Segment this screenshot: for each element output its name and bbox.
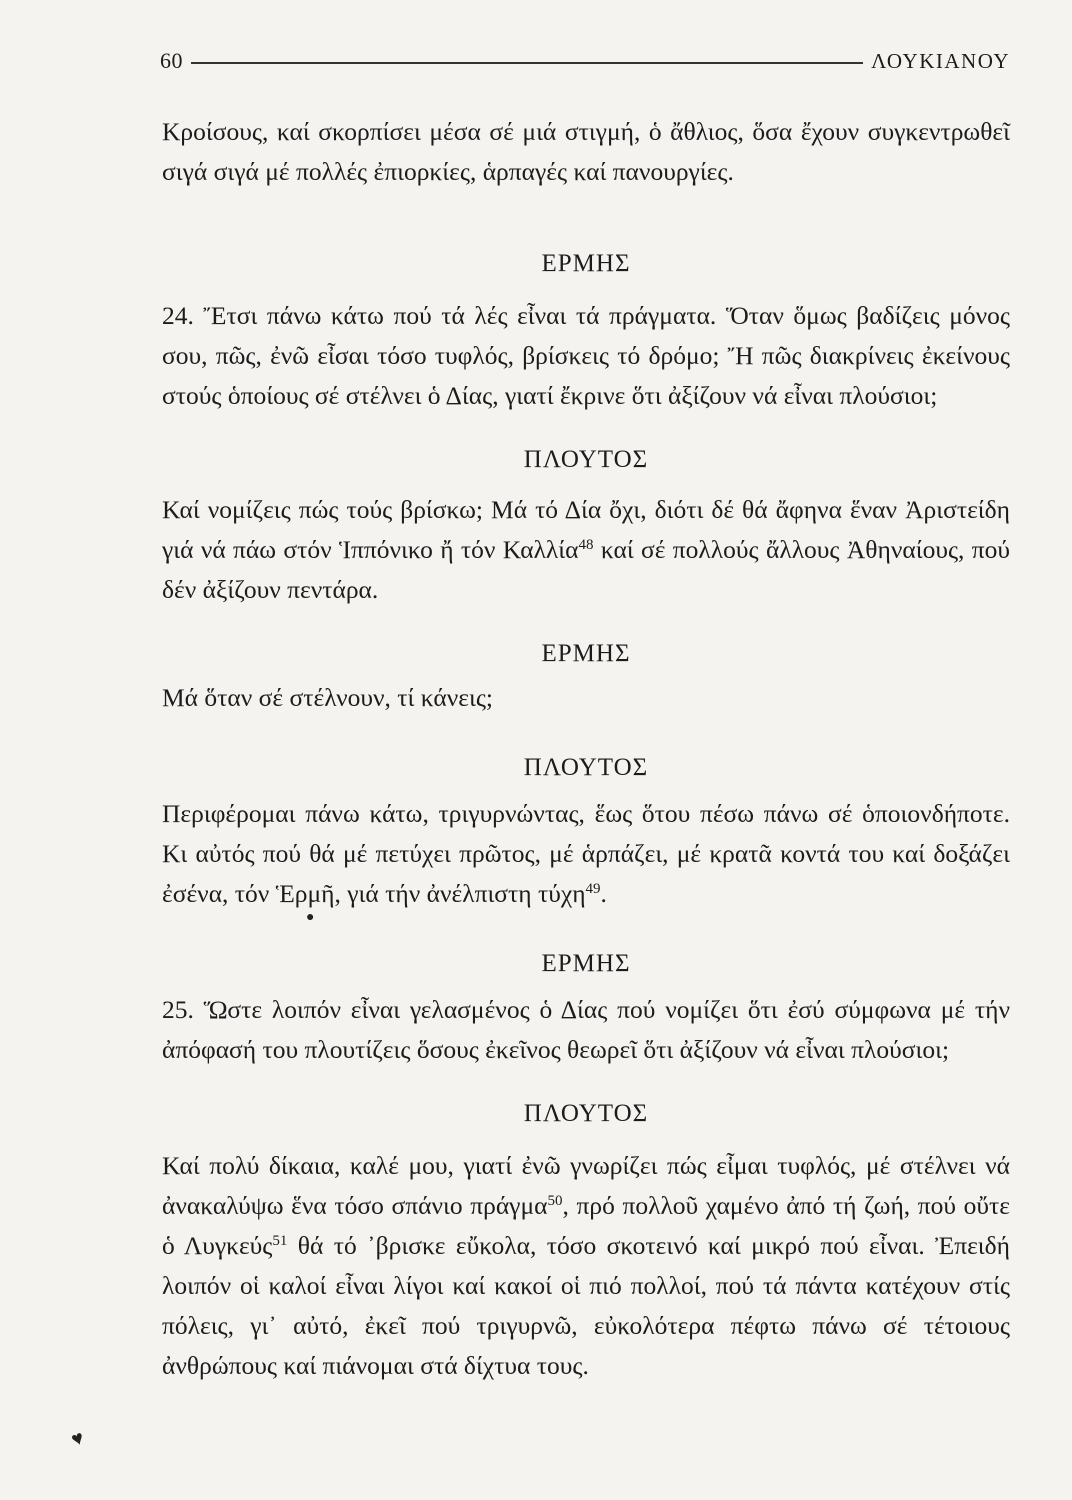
paragraph-hermes-question: Μά ὅταν σέ στέλνουν, τί κάνεις; — [162, 683, 494, 712]
speaker-hermes-3: ΕΡΜΗΣ — [541, 950, 631, 977]
paragraph-ploutos-3 — [162, 1146, 1010, 1386]
footnote-ref-49[interactable]: 49 — [585, 881, 601, 897]
footnote-ref-51[interactable]: 51 — [272, 1233, 288, 1249]
speaker-ploutos-1: ΠΛΟΥΤΟΣ — [523, 446, 649, 473]
paragraph-1: Κροίσους, καί σκορπίσει μέσα σέ μιά στιγμή, ὁ ἄθλιος, ὅσα ἔχουν συγκεντρωθεῖ σιγά σιγά μέ πολλές ἐπιορκίες, ἁρπαγές καί πανουργίες. — [162, 117, 1010, 186]
paragraph-text: , πρό πολλοῦ χαμένο ἀπό τή ζωή, πού οὔτε ὁ Λυγκεύς — [162, 1191, 1010, 1260]
ink-blot-mark: ♥ — [68, 1426, 88, 1452]
paragraph-text: . — [600, 879, 607, 908]
speaker-hermes-1: ΕΡΜΗΣ — [541, 250, 631, 277]
paragraph-text: Περιφέρομαι πάνω κάτω, τριγυρνώντας, ἕως ὅτου πέσω πάνω σέ ὁποιονδήποτε. Κι αὐτός πού θά μέ πετύχει πρῶτος, μέ ἁρπάζει, μέ κρατᾶ κοντά του καί δοξάζει ἐσένα, τόν Ἑρμῆ, γιά τήν ἀνέλπιστη τύχη — [162, 799, 1010, 908]
paragraph-24: 24. Ἔτσι πάνω κάτω πού τά λές εἶναι τά πράγματα. Ὅταν ὅμως βαδίζεις μόνος σου, πῶς, ἐνῶ εἶσαι τόσο τυφλός, βρίσκεις τό δρόμο; Ἤ πῶς διακρίνεις ἐκείνους στούς ὁποίους σέ στέλνει ὁ Δίας, γιατί ἔκρινε ὅτι ἀξίζουν νά εἶναι πλούσιοι; — [162, 301, 1010, 410]
paragraph-ploutos-1 — [162, 490, 1010, 610]
page-body — [162, 112, 1010, 1386]
running-title: ΛΟΥΚΙΑΝΟΥ — [871, 48, 1010, 73]
speaker-ploutos-2: ΠΛΟΥΤΟΣ — [523, 754, 649, 781]
footnote-ref-48[interactable]: 48 — [578, 537, 594, 553]
footnote-ref-50[interactable]: 50 — [547, 1193, 563, 1209]
header-rule — [191, 62, 863, 64]
paragraph-text: θά τό ᾿βρισκε εὔκολα, τόσο σκοτεινό καί μικρό πού εἶναι. Ἐπειδή λοιπόν οἱ καλοί εἶναι λίγοι καί κακοί οἱ πιό πολλοί, πού τά πάντα κατέχουν στίς πόλεις, γι᾿ αὐτό, ἐκεῖ πού τριγυρνῶ, εὐκολότερα πέφτω πάνω σέ τέτοιους ἀνθρώπους καί πιάνομαι στά δίχτυα τους. — [162, 1231, 1010, 1380]
ink-dot-mark: ● — [306, 910, 315, 925]
paragraph-25: 25. Ὥστε λοιπόν εἶναι γελασμένος ὁ Δίας πού νομίζει ὅτι ἐσύ σύμφωνα μέ τήν ἀπόφασή του πλουτίζεις ὅσους ἐκεῖνος θεωρεῖ ὅτι ἀξίζουν νά εἶναι πλούσιοι; — [162, 995, 1010, 1064]
page-number: 60 — [160, 48, 183, 73]
paragraph-text: καί σέ πολλούς ἄλλους Ἀθηναίους, πού δέν ἀξίζουν πεντάρα. — [162, 535, 1010, 604]
paragraph-ploutos-2 — [162, 794, 1010, 914]
paragraph-text: Καί νομίζεις πώς τούς βρίσκω; Μά τό Δία ὄχι, διότι δέ θά ἄφηνα ἕναν Ἀριστείδη γιά νά πάω στόν Ἱππόνικο ἤ τόν Καλλία — [162, 495, 1010, 564]
paragraph-text: Καί πολύ δίκαια, καλέ μου, γιατί ἐνῶ γνωρίζει πώς εἶμαι τυφλός, μέ στέλνει νά ἀνακαλύψω ἕνα τόσο σπάνιο πράγμα — [162, 1151, 1010, 1220]
running-header — [160, 44, 1010, 78]
speaker-hermes-2: ΕΡΜΗΣ — [541, 640, 631, 667]
speaker-ploutos-3: ΠΛΟΥΤΟΣ — [523, 1100, 649, 1127]
